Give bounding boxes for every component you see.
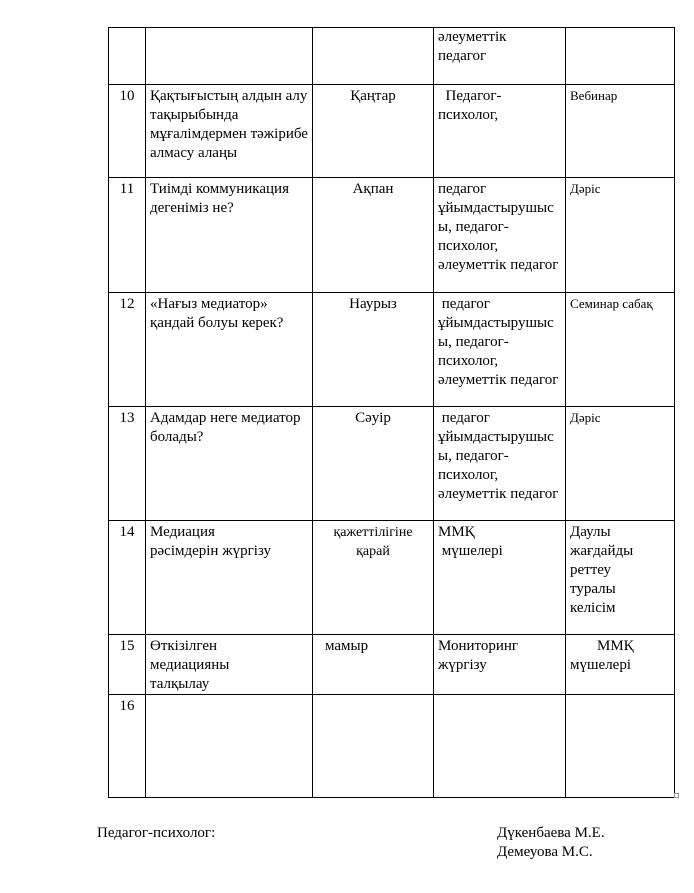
- table-row: [109, 521, 675, 635]
- row-topic: Медиация рәсімдерін жүргізу: [146, 521, 313, 635]
- row-responsible: Мониторинг жүргізу: [434, 635, 566, 695]
- row-time: [313, 695, 434, 798]
- row-topic: Қақтығыстың алдын алу тақырыбында мұғалімдермен тәжірибе алмасу алаңы: [146, 85, 313, 178]
- row-time: қажеттілігіне қарай: [313, 521, 434, 635]
- table-resize-handle[interactable]: [674, 793, 679, 798]
- row-number: [109, 28, 146, 85]
- row-time: Қаңтар: [313, 85, 434, 178]
- signatory-list: [497, 824, 605, 862]
- row-responsible: педагог ұйымдастырушысы, педагог-психолог, әлеуметтік педагог: [434, 178, 566, 293]
- row-number: 10: [109, 85, 146, 178]
- row-form: ММҚ мүшелері: [566, 635, 675, 695]
- row-form: [566, 695, 675, 798]
- plan-table: [108, 27, 675, 798]
- row-time: Ақпан: [313, 178, 434, 293]
- row-number: 16: [109, 695, 146, 798]
- signatory-name: Дүкенбаева М.Е.: [497, 825, 605, 841]
- signatory-name: Демеуова М.С.: [497, 844, 593, 860]
- row-form: Дәріс: [566, 178, 675, 293]
- table-row: [109, 635, 675, 695]
- row-topic: [146, 695, 313, 798]
- row-time: мамыр: [313, 635, 434, 695]
- table-row: [109, 695, 675, 798]
- row-responsible: педагог ұйымдастырушысы, педагог-психолог, әлеуметтік педагог: [434, 407, 566, 521]
- row-responsible: педагог ұйымдастырушысы, педагог-психолог, әлеуметтік педагог: [434, 293, 566, 407]
- row-number: 11: [109, 178, 146, 293]
- table-row: [109, 85, 675, 178]
- table-row: [109, 407, 675, 521]
- row-responsible: әлеуметтік педагог: [434, 28, 566, 85]
- row-number: 14: [109, 521, 146, 635]
- signature-role: Педагог-психолог:: [97, 825, 216, 841]
- row-form: [566, 28, 675, 85]
- row-number: 12: [109, 293, 146, 407]
- row-time: [313, 28, 434, 85]
- row-responsible: Педагог- психолог,: [434, 85, 566, 178]
- row-time: Наурыз: [313, 293, 434, 407]
- row-number: 13: [109, 407, 146, 521]
- row-form: Даулы жағдайды реттеу туралы келісім: [566, 521, 675, 635]
- row-responsible: [434, 695, 566, 798]
- table-row: [109, 28, 675, 85]
- row-responsible: ММҚ мүшелері: [434, 521, 566, 635]
- row-time: Сәуір: [313, 407, 434, 521]
- row-form: Дәріс: [566, 407, 675, 521]
- table-row: [109, 293, 675, 407]
- row-topic: [146, 28, 313, 85]
- row-topic: Өткізілген медиацияны талқылау: [146, 635, 313, 695]
- row-topic: Адамдар неге медиатор болады?: [146, 407, 313, 521]
- row-form: Вебинар: [566, 85, 675, 178]
- table-row: [109, 178, 675, 293]
- row-topic: «Нағыз медиатор» қандай болуы керек?: [146, 293, 313, 407]
- row-topic: Тиімді коммуникация дегеніміз не?: [146, 178, 313, 293]
- row-form: Семинар сабақ: [566, 293, 675, 407]
- row-number: 15: [109, 635, 146, 695]
